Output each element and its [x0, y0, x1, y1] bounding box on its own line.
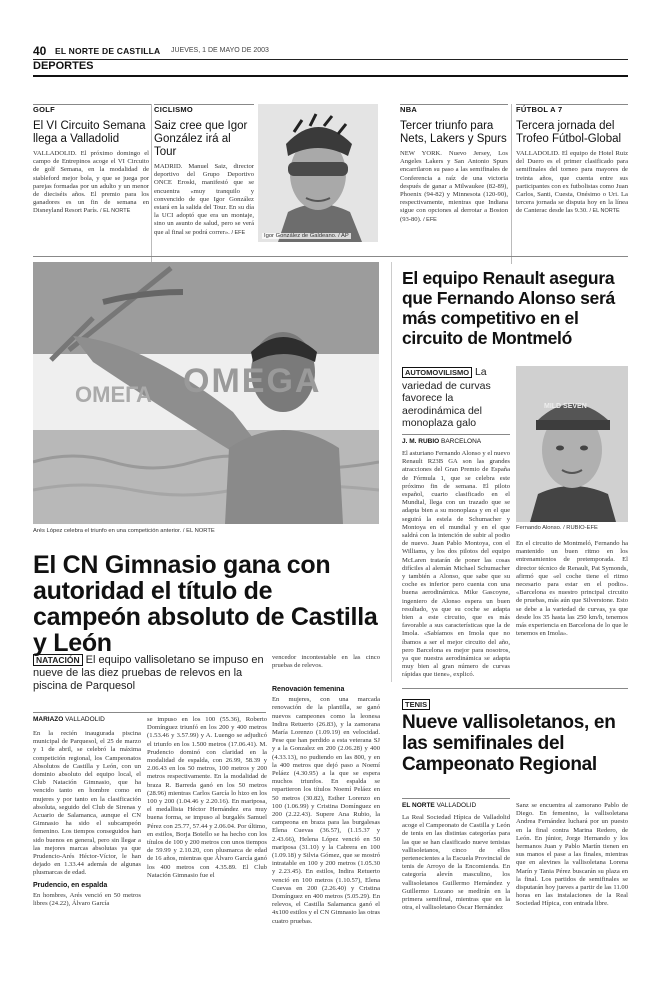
brief-nba	[400, 105, 508, 275]
omega-banner: OMEGA	[183, 362, 322, 400]
page-header	[33, 44, 628, 58]
swimmer-photo	[33, 262, 379, 524]
swimming-kicker: NATACIÓN	[33, 654, 83, 666]
renault-subhead: AUTOMOVILISMO La variedad de curvas favorece la aerodinámica del monoplaza galo	[402, 366, 491, 429]
swimming-col1-subhead: Prudencio, en espalda	[33, 881, 108, 889]
alonso-photo	[516, 366, 628, 522]
renault-col1: El asturiano Fernando Alonso y el nuevo Renault R23B GA son las grandes atracciones del Gran Premio de España de Fórmula 1, que se celebra este próximo fin de semana. El piloto español, cuarto clasificado en el Mundial, llega con un trazado que se adapta bien a su monoplaza y en el que seguirá la estela de Schumacher y Montoya en el mundial y en el que saldrá con la intención de subir al podio de nuevo. Juan Pablo Montoya, con el Williams, y los dos pilotos del equipo McLaren tratarán de poner las cosas difíciles al alemán Michael Schumacher y también a Alonso, que sabe que su coche es inferior pero cuenta con una buena aerodinámica. Mike Gascoyne, ingeniero de Alonso espera un buen resultado, ya que su coche se adapta bien a este circuito, que es más favorable a sus características que la de Imola. «Sabíamos en Imola que no íbamos a ser el mejor circuito del año, pero Barcelona es mejor para nosotros, ya que nuestra aerodinámica se adapta muy bien al gran número de curvas rápidas que tiene», explicó.	[402, 450, 510, 679]
brief-football	[516, 105, 628, 275]
swimming-byline: MARIAZO VALLADOLID	[33, 716, 105, 723]
cap-sponsor: MILD SEVEN	[544, 403, 587, 410]
brief-body: MADRID. Manuel Saiz, director deportivo del Grupo Deportivo ONCE Eroski, manifestó que se encuentra «muy tranquilo y convencido de que Igor González estará en la salida del Tour. En su día la UCI adoptó que era un montaje, sino un asunto de salud, pero se verá que al final se podrá correr». / EFE	[154, 163, 254, 236]
swimming-subhead: NATACIÓN El equipo vallisoletano se impuso en nueve de las diez pruebas de relevos en la piscina de Parquesol	[33, 654, 264, 692]
paper-name: EL NORTE DE CASTILLA	[55, 46, 161, 56]
brief-kicker: GOLF	[33, 105, 56, 114]
brief-body: NEW YORK. Nuevo Jersey, Los Angeles Lakers y San Antonio Spurs encarrilaron su paso a las semifinales de Conferencia a raíz de una victoria después de ganar a Milwaukee (82-89), Phoenix (94-82) y Minnesota (120-90), respectivamente, mientras que Indiana sigue con opciones al derrotar a Boston (93-80). / EFE	[400, 150, 508, 223]
brief-golf	[33, 105, 149, 275]
brief-kicker: FÚTBOL A 7	[516, 105, 563, 114]
brief-title: Tercera jornada del Trofeo Fútbol-Global	[516, 120, 622, 145]
tennis-col2: Sanz se encuentra al zamorano Pablo de Diego. En femenino, la vallisoletana Andrea Fernández luchará por un puesto en la final contra Marina Redero, de León. En júnior, Jorge Hernando y los hermanos Juan y Pablo Martín tienen en sus manos el pase a las finales, mientras que en alevines la vallisoletana Lorena Marín y Tania Pérez buscarán su plaza en la final. Los partidos de semifinales se disputarán hoy jueves a partir de las 11.00 horas en las instalaciones de la Real Sociedad Hípica, con entrada libre.	[516, 802, 628, 908]
swimming-col2: se impuso en los 100 (55.36), Roberto Domínguez triunfó en los 200 y 400 metros (1.53.46 y 3.57.99) y A. Luengo se adjudicó el triunfo en los 1.500 metros (17.06.41). M. Prudencio dominó con claridad en la modalidad de espalda, con 26.99, 58.39 y 2.06.43 en los 50 metros, 100 metros y 200 metros respectivamente. En la modalidad de braza R. Barreda ganó en los 50 metros (28.96) mientras Carlos García lo hizo en los 100 y 200 (1.04.46 y 2.20.16). En mariposa, el medallista Héctor Hernández era muy buena forma, se impuso al burgalés Samuel Pérez con 25.77, 57.44 y 2.06.04. Por último, en estilos, Borja Botello se ha hecho con los títulos de 100 y 200 metros con unos tiempos de 59.99 y 2.10.20, con plusmarca de edad de 16 años, mientras que Álvaro García ganó los 400 metros con 4.35.89. El Club Natación Gimnasio fue el	[147, 716, 267, 879]
swimming-col3-subhead: Renovación femenina	[272, 686, 345, 693]
renault-headline: El equipo Renault asegura que Fernando Alonso será más competitivo en el circuito de Montmeló	[402, 268, 615, 348]
tennis-byline: EL NORTE VALLADOLID	[402, 802, 477, 809]
omega-banner-secondary: ΟΜΕΓΑ	[75, 382, 152, 407]
brief-kicker: NBA	[400, 105, 418, 114]
brief-title: El VI Circuito Semana llega a Valladolid	[33, 120, 146, 145]
brief-kicker: CICLISMO	[154, 105, 194, 114]
tennis-kicker: TENIS	[402, 694, 430, 712]
swim-photo-caption: Arés López celebra el triunfo en una competición anterior. / EL NORTE	[33, 528, 215, 534]
swimming-col3-top: vencedor incontestable en las cinco pruebas de relevos.	[272, 654, 380, 670]
section-title: DEPORTES	[33, 60, 94, 72]
cyclist-photo	[258, 104, 378, 242]
renault-kicker: AUTOMOVILISMO	[402, 367, 472, 378]
alonso-illustration	[516, 366, 628, 522]
swimming-headline: El CN Gimnasio gana con autoridad el título de campeón absoluto de Castilla y León	[33, 551, 378, 657]
renault-col2: En el circuito de Montmeló, Fernando ha mantenido un buen ritmo en los entrenamientos de pretemporada. El director técnico de Renault, Pat Symonds, afirmó que «el coche tiene el ritmo necesario para estar en el podio». «Barcelona es nuestro principal circuito de pruebas, más aún que Silverstone. Esto se debe a la variedad de curvas, ya que desde los 35 hasta las 250 km/h, tenemos más experiencia en Barcelona de lo que le tenemos en Imola».	[516, 540, 628, 638]
renault-byline: J. M. RUBIO BARCELONA	[402, 438, 482, 445]
swimming-col3: Renovación femenina En mujeres, con una marcada renovación de la plantilla, se ganó nuevos campeones como la leonesa Indira Retuerto (26.83), y la zamorana María Lorenzo (1.09.19) en velocidad. Pese que han perdido a esta veterana SJ y a la Gonzalez en 200 (2.06.28) y 400 (4.33.13), no pudiendo en las 800, y en la 400 metros que dejó paso a Noemí Peláez (4.30.95) a la que se espera muchos triunfos. En espalda se repartieron los títulos Noemí Peláez en 50 metros (30.82), Esther Lorenzo en 100 (1.06.99) y Cristina Domínguez en 200 (2.22.43). Supere Ana Rubio, la campeona en braza para las burgalesas Elena Cuevas (36.57), (1.15.37 y 2.43.66), Helena López venció en 50 mariposa (31.10) y la Cabrera en 100 (1.09.18) y Silvia Gómez, que se mostró intratable en 100 y 200 metros (1.05.30 y 2.23.45). En estilos, Indira Retuerto venció en 100 metros (1.10.57), Elena Cuevas en 200 (2.26.40) y Cristina Domínguez en 400 metros (5.05.29). En relevos, el Castilla Salamanca ganó el 4x100 estilos y el CN Gimnasio las otras cuatro pruebas.	[272, 686, 380, 925]
page-number: 40	[33, 44, 47, 58]
tennis-headline: Nueve vallisoletanos, en las semifinales del Campeonato Regional	[402, 712, 616, 775]
swimming-col1: En la recién inaugurada piscina municipal de Parquesol, el 25 de marzo y 1 de abril, se celebró la máxima competición regional, los Campeonatos Absolutos de Castilla y León, con un dominio absoluto del equipo local, el Club Natación Gimnasio, que ha vencido tanto en hombre como en mujeres y por tanto en la clasificación absoluta, seguido del Club de Sirenas y Acuario de Salamanca, aunque el CN Gimnasio ha sido el subcampeón femenino. Los tiempos conseguidos han sido buenos en general, pero sin llegar a las mejores marcas absolutas ya que Prudencio-Arés Héctor-Víctor, le han dejado en 1.33.44 además de algunas plusmarcas de edad. Prudencio, en espalda En hombres, Arés venció en 50 metros libres (24.22), Álvaro García	[33, 730, 141, 908]
alonso-photo-caption: Fernando Alonso. / RUBIO-EFE	[516, 525, 598, 531]
issue-date: JUEVES, 1 DE MAYO DE 2003	[171, 47, 269, 54]
brief-body: VALLADOLID. El próximo domingo el campo de Entrepinos acoge el VI Circuito de golf Semana, en la modalidad de stableford mejor bola, y que se juega por parejas formadas por un adulto y un menor de dieciséis años. El premio para los ganadores es un fin de semana en Disneyland Resort París. / EL NORTE	[33, 150, 149, 215]
brief-title: Tercer triunfo para Nets, Lakers y Spurs	[400, 120, 507, 145]
brief-cycling	[154, 105, 254, 275]
cyclist-illustration	[258, 104, 378, 242]
brief-title: Saiz cree que Igor González irá al Tour	[154, 120, 248, 158]
brief-body: VALLADOLID. El equipo de Hotel Ruiz del Duero es el primer clasificado para semifinales del torneo para mayores de treinta años, que cuenta entre sus participantes con ex futbolistas como Juan Carlos, Santi, Cuesta, Onésimo o Uri. La tercera jornada se disputa hoy en la línea de Canterac desde las 9.30. / EL NORTE	[516, 150, 628, 215]
photo-caption: Igor González de Galdeano. / AP	[264, 233, 349, 239]
tennis-col1: La Real Sociedad Hípica de Valladolid acoge el Campeonato de Castilla y León de tenis en las distintas categorías para las que se han clasificado nueve tenistas vallisoletanos, cinco de ellos pertenecientes a la Escuela Provincial de tenis de Arroyo de la Encomienda. En categoría alevín masculino, los vallisoletanos Guillermo Hernández y Guillermo Lozano se medirán en la primera semifinal, mientras que en la otra, el vallisoletano Óscar Hernández	[402, 814, 510, 912]
